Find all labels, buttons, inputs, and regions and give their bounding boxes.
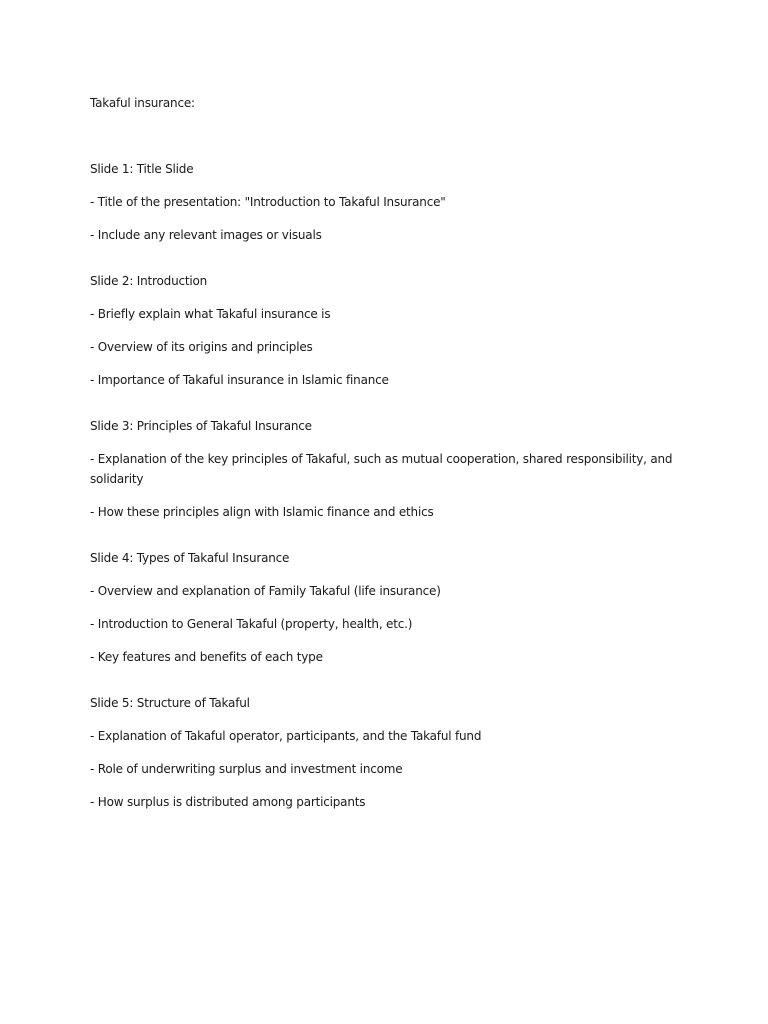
bullet-item: - Title of the presentation: "Introduction to Takaful Insurance": [90, 195, 446, 209]
bullet-item: - Importance of Takaful insurance in Islamic finance: [90, 373, 389, 387]
bullet-list: [90, 304, 680, 390]
slide-heading: Slide 1: Title Slide: [90, 162, 194, 176]
bullet-item: - Introduction to General Takaful (property, health, etc.): [90, 617, 413, 631]
slide-heading: Slide 3: Principles of Takaful Insurance: [90, 419, 312, 433]
bullet-item: - How these principles align with Islamic finance and ethics: [90, 505, 434, 519]
bullet-item: - Overview and explanation of Family Takaful (life insurance): [90, 584, 441, 598]
slide-section-3: [90, 416, 680, 522]
slide-heading: Slide 5: Structure of Takaful: [90, 696, 250, 710]
bullet-list: [90, 581, 680, 667]
bullet-item: - Explanation of Takaful operator, participants, and the Takaful fund: [90, 729, 482, 743]
slide-heading: Slide 2: Introduction: [90, 274, 208, 288]
slide-heading: Slide 4: Types of Takaful Insurance: [90, 551, 290, 565]
slide-section-2: [90, 271, 680, 390]
slide-section-4: [90, 548, 680, 667]
bullet-item: - Role of underwriting surplus and investment income: [90, 762, 403, 776]
bullet-item: - Key features and benefits of each type: [90, 650, 323, 664]
bullet-list: [90, 726, 680, 812]
bullet-list: [90, 192, 680, 245]
document-title: Takaful insurance:: [90, 96, 195, 110]
bullet-list: [90, 449, 680, 522]
document-body: [90, 93, 680, 838]
bullet-item: - How surplus is distributed among participants: [90, 795, 366, 809]
bullet-item: - Overview of its origins and principles: [90, 340, 313, 354]
bullet-item: - Briefly explain what Takaful insurance is: [90, 307, 331, 321]
slide-section-1: [90, 159, 680, 245]
bullet-item: - Include any relevant images or visuals: [90, 228, 322, 242]
slide-section-5: [90, 693, 680, 812]
bullet-item: - Explanation of the key principles of Takaful, such as mutual cooperation, shared responsibility, and solidarity: [90, 452, 673, 486]
